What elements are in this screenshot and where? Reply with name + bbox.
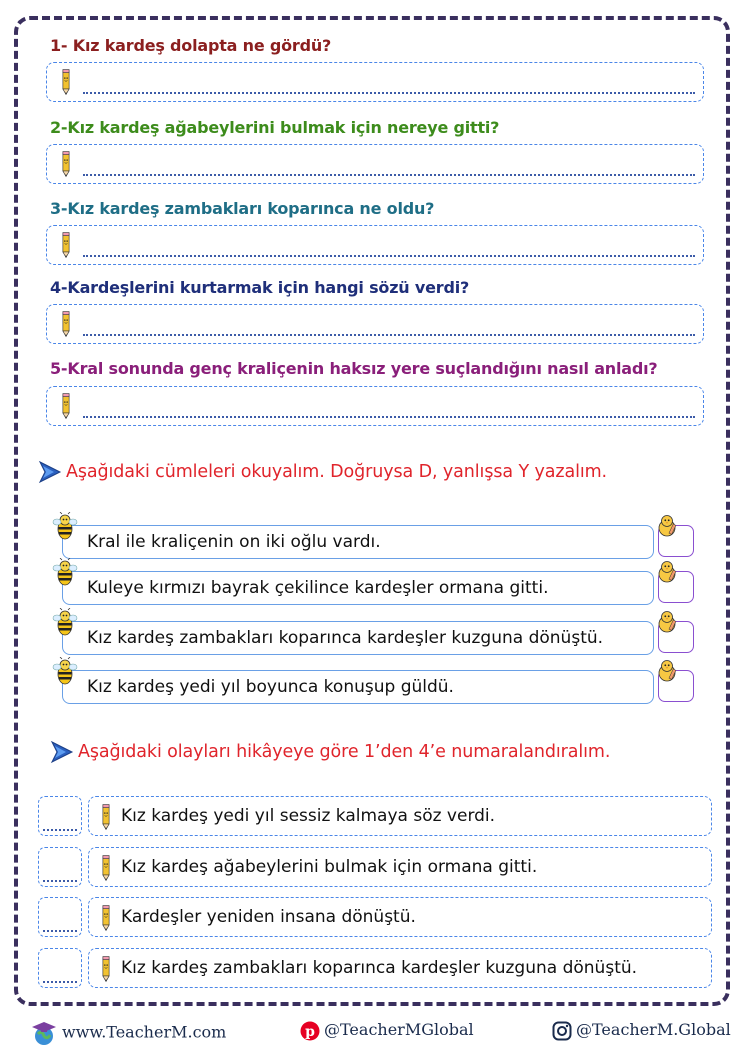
- number-line: [43, 930, 77, 932]
- order-number-box-4[interactable]: [38, 948, 82, 988]
- answer-line: [83, 92, 695, 94]
- order-number-box-3[interactable]: [38, 897, 82, 937]
- svg-text:p: p: [305, 1023, 315, 1040]
- chick-icon: [656, 514, 678, 538]
- pencil-icon: [53, 392, 79, 420]
- number-line: [43, 880, 77, 882]
- chick-icon: [656, 610, 678, 634]
- arrow-icon: [50, 740, 74, 764]
- answer-line: [83, 334, 695, 336]
- pencil-icon: [53, 310, 79, 338]
- pencil-icon: [53, 68, 79, 96]
- answer-line: [83, 255, 695, 257]
- tf-statement-3: Kız kardeş zambakları koparınca kardeşler kuzguna dönüştü.: [62, 621, 654, 655]
- instagram-icon: [552, 1021, 572, 1041]
- pinterest-icon: [300, 1021, 320, 1041]
- true-false-heading: Aşağıdaki cümleleri okuyalım. Doğruysa D, yanlışsa Y yazalım.: [66, 462, 608, 482]
- chick-icon: [656, 659, 678, 683]
- event-2: Kız kardeş ağabeylerini bulmak için ormana gitti.: [88, 847, 712, 887]
- answer-box-4[interactable]: [46, 304, 704, 344]
- pencil-icon: [53, 231, 79, 259]
- bee-icon: [52, 512, 78, 542]
- answer-box-2[interactable]: [46, 144, 704, 184]
- question-4: 4-Kardeşlerini kurtarmak için hangi sözü verdi?: [50, 278, 470, 297]
- graduation-globe-icon: [30, 1020, 58, 1046]
- chick-icon: [656, 560, 678, 584]
- answer-box-5[interactable]: [46, 386, 704, 426]
- tf-statement-1: Kral ile kraliçenin on iki oğlu vardı.: [62, 525, 654, 559]
- footer-instagram[interactable]: @TeacherM.Global: [552, 1020, 731, 1041]
- question-5: 5-Kral sonunda genç kraliçenin haksız yere suçlandığını nasıl anladı?: [50, 359, 658, 378]
- question-2: 2-Kız kardeş ağabeylerini bulmak için nereye gitti?: [50, 118, 500, 137]
- order-heading: Aşağıdaki olayları hikâyeye göre 1’den 4’e numaralandıralım.: [78, 742, 611, 762]
- answer-box-1[interactable]: [46, 62, 704, 102]
- bee-icon: [52, 608, 78, 638]
- pencil-icon: [93, 803, 119, 831]
- event-1: Kız kardeş yedi yıl sessiz kalmaya söz verdi.: [88, 796, 712, 836]
- pencil-icon: [93, 904, 119, 932]
- question-1: 1- Kız kardeş dolapta ne gördü?: [50, 36, 332, 55]
- tf-statement-2: Kuleye kırmızı bayrak çekilince kardeşler ormana gitti.: [62, 571, 654, 605]
- tf-statement-4: Kız kardeş yedi yıl boyunca konuşup güldü.: [62, 670, 654, 704]
- answer-line: [83, 416, 695, 418]
- pencil-icon: [93, 854, 119, 882]
- order-number-box-1[interactable]: [38, 796, 82, 836]
- event-3: Kardeşler yeniden insana dönüştü.: [88, 897, 712, 937]
- number-line: [43, 981, 77, 983]
- arrow-icon: [38, 460, 62, 484]
- answer-line: [83, 174, 695, 176]
- footer-pinterest[interactable]: p @TeacherMGlobal: [300, 1020, 474, 1041]
- bee-icon: [52, 558, 78, 588]
- bee-icon: [52, 657, 78, 687]
- answer-box-3[interactable]: [46, 225, 704, 265]
- question-3: 3-Kız kardeş zambakları koparınca ne oldu?: [50, 199, 435, 218]
- pencil-icon: [93, 955, 119, 983]
- order-number-box-2[interactable]: [38, 847, 82, 887]
- footer-website[interactable]: www.TeacherM.com: [30, 1020, 226, 1046]
- pencil-icon: [53, 150, 79, 178]
- number-line: [43, 829, 77, 831]
- event-4: Kız kardeş zambakları koparınca kardeşler kuzguna dönüştü.: [88, 948, 712, 988]
